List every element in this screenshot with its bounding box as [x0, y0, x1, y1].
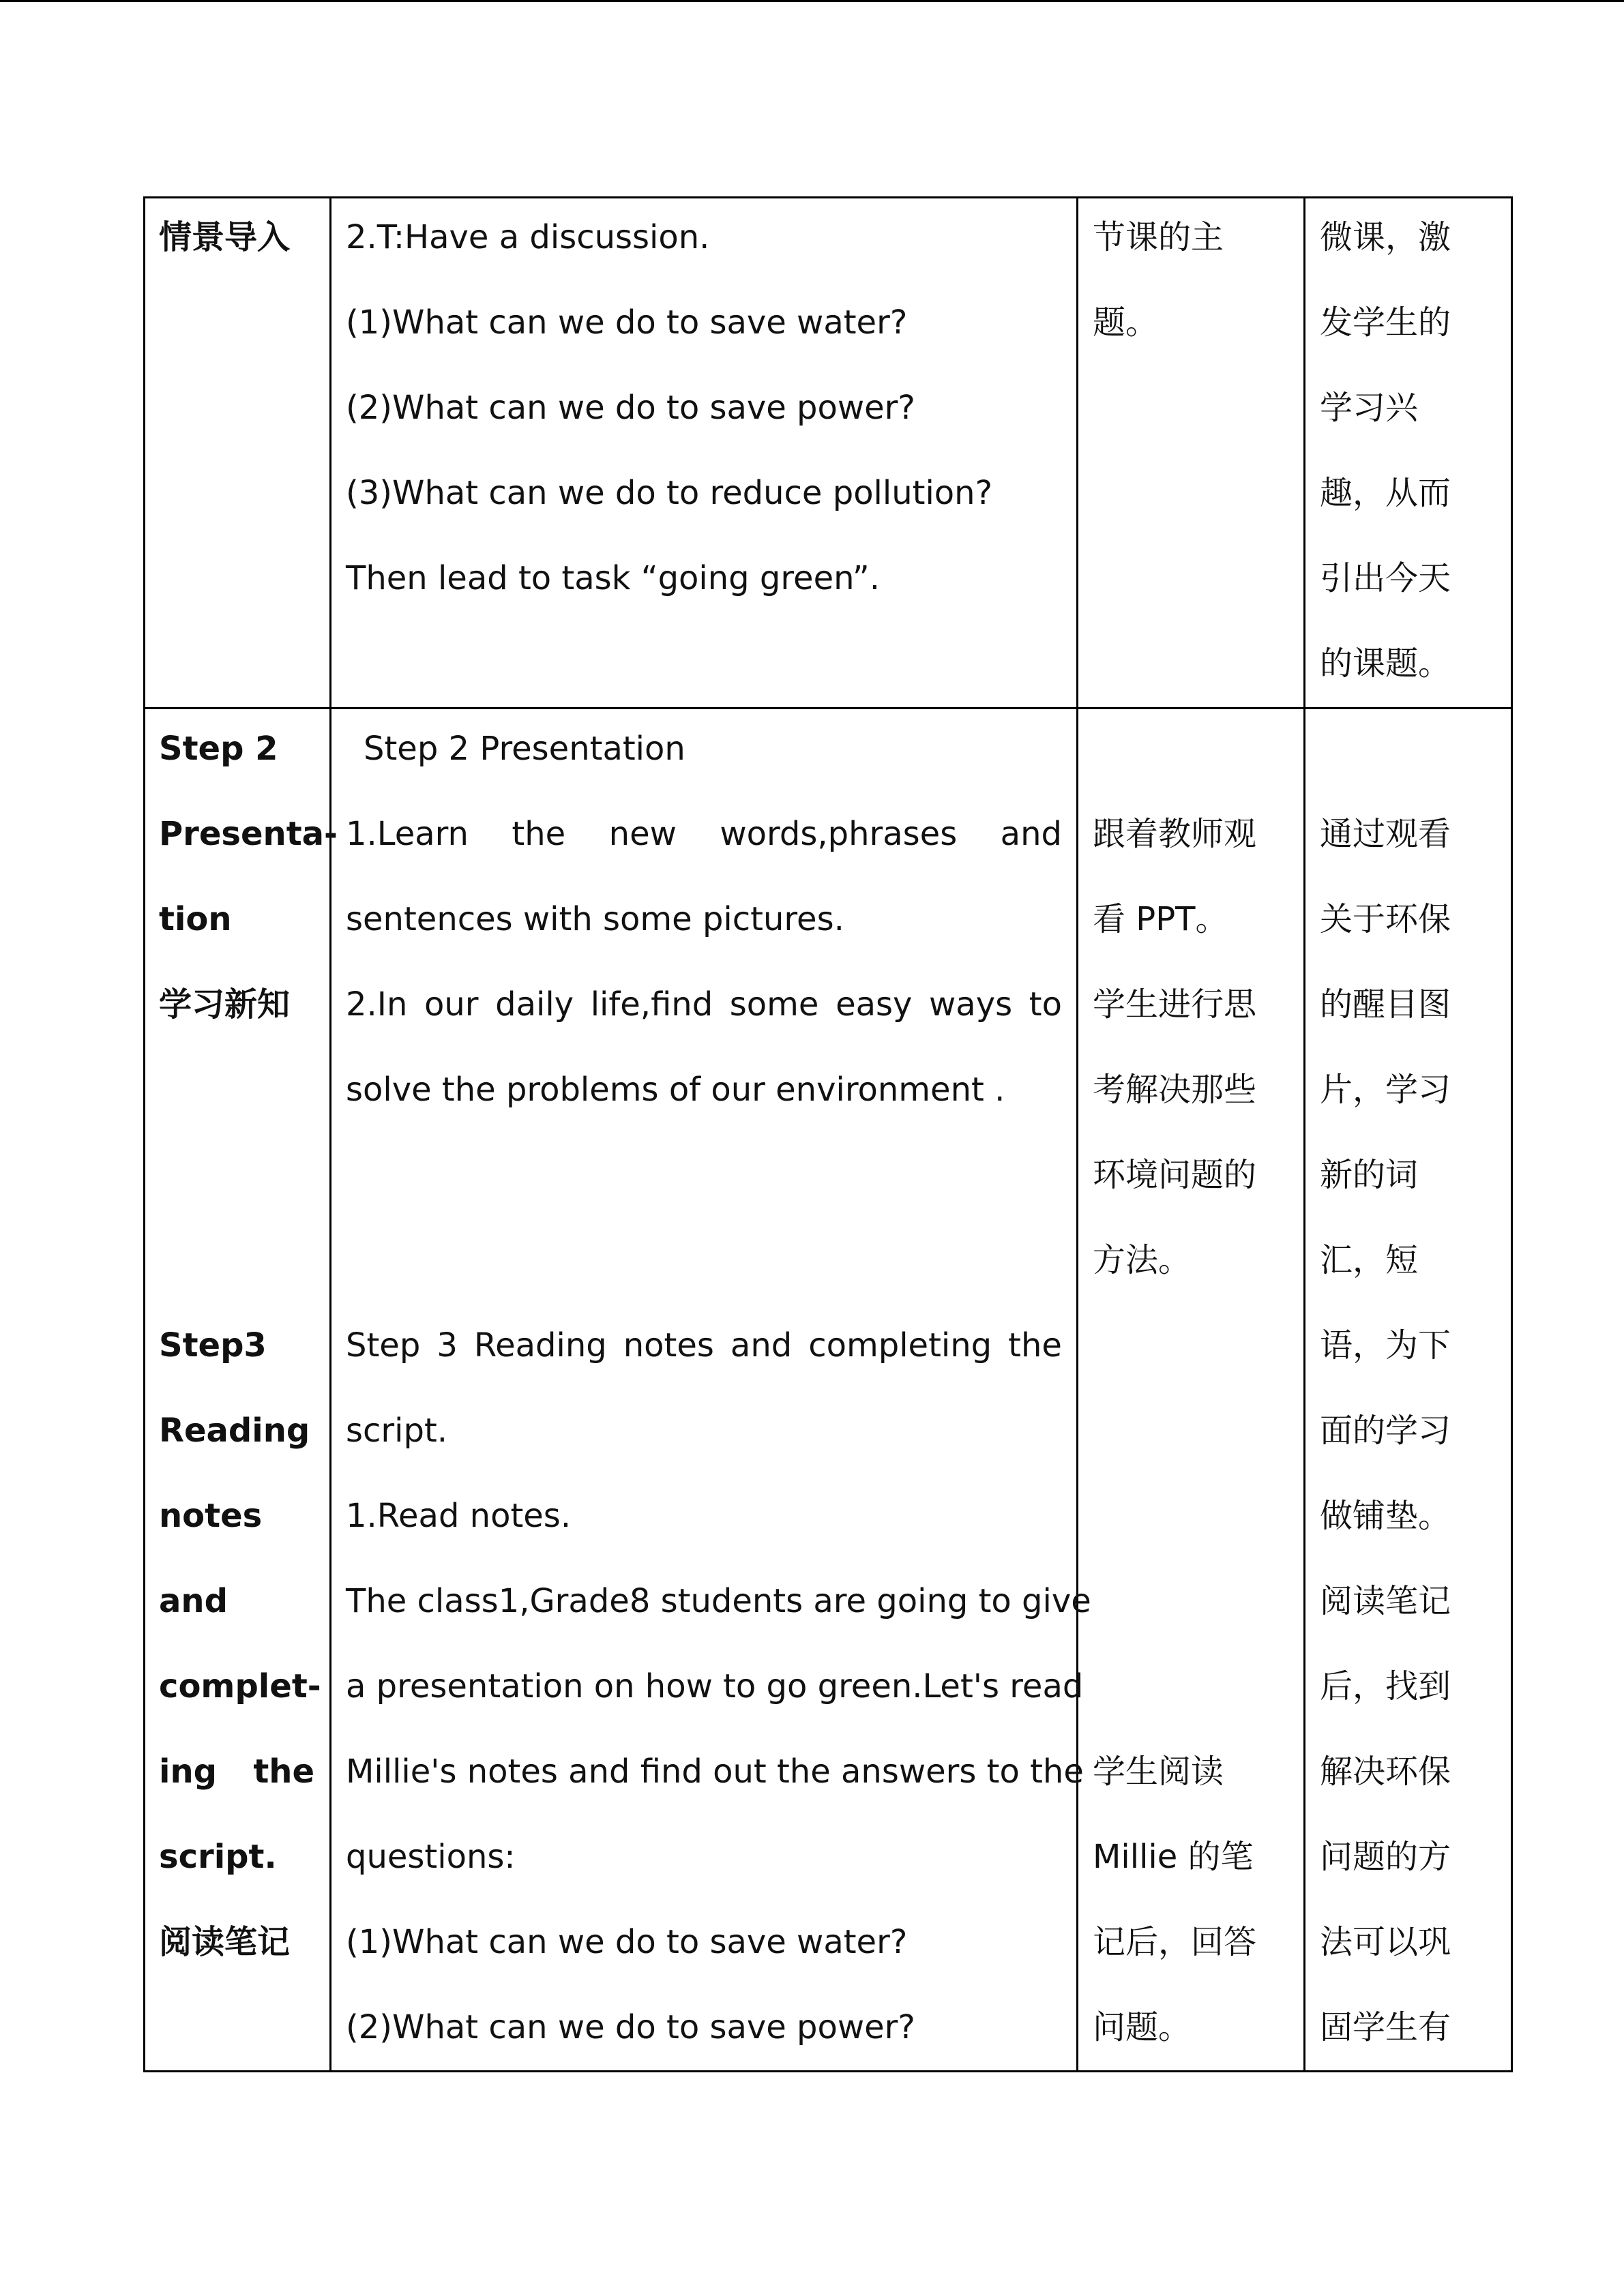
row1-purpose-line: 学习兴	[1320, 389, 1419, 427]
row2-stage-line: Reading	[159, 1412, 310, 1450]
row2-purpose-line: 问题的方	[1320, 1838, 1451, 1876]
row2-purpose-line: 新的词	[1320, 1156, 1419, 1194]
row2-stage-line: 学习新知	[159, 985, 291, 1024]
row1-student-line: 题。	[1093, 303, 1159, 342]
word: life,find	[590, 985, 713, 1024]
table-border-left	[143, 196, 145, 2072]
row1-activity-line: (3)What can we do to reduce pollution?	[346, 474, 993, 512]
row2-purpose-line: 法可以巩	[1320, 1923, 1451, 1961]
row1-purpose-line: 的课题。	[1320, 644, 1451, 683]
row1-stage-label: 情景导入	[159, 218, 291, 256]
row2-stage-line: and	[159, 1582, 228, 1620]
row1-activity-line: 2.T:Have a discussion.	[346, 218, 710, 256]
row1-purpose-line: 微课，激	[1320, 218, 1451, 256]
row2-stage-word: ing	[159, 1753, 217, 1791]
row1-activity-line: (2)What can we do to save power?	[346, 389, 915, 427]
row2-activity-line: sentences with some pictures.	[346, 900, 844, 938]
row2-student-line: 方法。	[1093, 1241, 1192, 1279]
row2-purpose-line: 语，为下	[1320, 1326, 1451, 1365]
column-divider-3	[1303, 196, 1305, 2072]
table-border-bottom	[143, 2070, 1513, 2072]
row2-purpose-line: 固学生有	[1320, 2008, 1451, 2046]
row2-activity-line: questions:	[346, 1838, 516, 1876]
row2-stage-line: Step3	[159, 1326, 267, 1365]
word: some	[729, 985, 819, 1024]
row2-stage-justified	[159, 1751, 314, 1792]
word: Step	[346, 1326, 421, 1365]
row2-purpose-cell	[1320, 728, 1504, 2065]
row2-student-line: 环境问题的	[1093, 1156, 1257, 1194]
row2-stage-line: tion	[159, 900, 232, 938]
row2-student-line: 学生阅读	[1093, 1753, 1224, 1791]
row2-activity-line: Step 2 Presentation	[364, 730, 685, 768]
row2-student-line: 学生进行思	[1093, 985, 1257, 1024]
row2-purpose-line: 阅读笔记	[1320, 1582, 1451, 1620]
row2-activity-line: 1.Read notes.	[346, 1497, 572, 1535]
row2-activity-line: Millie's notes and find out the answers to the	[346, 1753, 1084, 1791]
word: 1.Learn	[346, 815, 469, 853]
row2-stage-line: Presenta-	[159, 815, 338, 853]
row2-stage-line: script.	[159, 1838, 277, 1876]
word: new	[608, 815, 677, 853]
row2-activities-cell	[346, 728, 1091, 2065]
word: easy	[836, 985, 913, 1024]
row2-purpose-line: 关于环保	[1320, 900, 1451, 938]
row2-activity-line: (1)What can we do to save water?	[346, 1923, 908, 1961]
row2-stage-line: Step 2	[159, 730, 278, 768]
row2-purpose-line: 通过观看	[1320, 815, 1451, 853]
word: 3	[437, 1326, 458, 1365]
column-divider-1	[329, 196, 331, 2072]
row-divider	[143, 707, 1513, 709]
lesson-plan-table	[143, 196, 1513, 2072]
row2-activity-justified	[346, 814, 1062, 854]
word: the	[512, 815, 566, 853]
row2-purpose-line: 做铺垫。	[1320, 1497, 1451, 1535]
row1-activity-line: Then lead to task “going green”.	[346, 559, 881, 597]
word: daily	[495, 985, 574, 1024]
row2-activity-line: The class1,Grade8 students are going to give	[346, 1582, 1091, 1620]
table-border-right	[1511, 196, 1513, 2072]
word: and	[1000, 815, 1062, 853]
row2-stage-word: the	[253, 1753, 314, 1791]
word: the	[1008, 1326, 1062, 1365]
row2-purpose-line: 后，找到	[1320, 1667, 1451, 1705]
table-border-top	[143, 196, 1513, 198]
row2-student-cell	[1093, 728, 1294, 2065]
word: and	[730, 1326, 793, 1365]
row2-activity-line: (2)What can we do to save power?	[346, 2008, 915, 2046]
row2-activity-line	[346, 1325, 1062, 1366]
row1-student-line: 节课的主	[1093, 218, 1224, 256]
row2-activity-justified	[346, 1325, 1062, 1366]
row1-purpose-cell	[1320, 217, 1504, 694]
row2-student-line: 跟着教师观	[1093, 815, 1257, 853]
word: our	[424, 985, 479, 1024]
row2-stage-line: 阅读笔记	[159, 1923, 291, 1961]
row2-activity-line	[346, 984, 1062, 1025]
row1-activities-cell	[346, 217, 1062, 694]
word: notes	[623, 1326, 714, 1365]
row1-activity-line: (1)What can we do to save water?	[346, 303, 908, 342]
row2-student-line: 看 PPT。	[1093, 900, 1228, 938]
word: 2.In	[346, 985, 408, 1024]
row2-student-line: 问题。	[1093, 2008, 1192, 2046]
row2-stage-line: complet-	[159, 1667, 321, 1705]
row2-stage-line: notes	[159, 1497, 263, 1535]
row1-purpose-line: 发学生的	[1320, 303, 1451, 342]
row1-purpose-line: 引出今天	[1320, 559, 1451, 597]
row2-student-line: 考解决那些	[1093, 1071, 1257, 1109]
row2-student-line: 记后，回答	[1093, 1923, 1257, 1961]
row2-purpose-line: 解决环保	[1320, 1753, 1451, 1791]
page-top-border	[0, 0, 1624, 2]
row2-activity-line	[346, 814, 1062, 854]
row2-purpose-line: 的醒目图	[1320, 985, 1451, 1024]
row2-stage-line	[159, 1751, 314, 1792]
row1-stage-cell	[159, 217, 326, 694]
row2-activity-justified	[346, 984, 1062, 1025]
row1-purpose-line: 趣，从而	[1320, 474, 1451, 512]
row1-student-cell	[1093, 217, 1294, 694]
row2-activity-line: a presentation on how to go green.Let's read	[346, 1667, 1084, 1705]
row2-activity-line: script.	[346, 1412, 448, 1450]
word: to	[1029, 985, 1062, 1024]
word: ways	[929, 985, 1013, 1024]
word: words,phrases	[720, 815, 958, 853]
row2-activity-line: solve the problems of our environment .	[346, 1071, 1005, 1109]
row2-stage-cell	[159, 728, 338, 2065]
row2-purpose-line: 汇，短	[1320, 1241, 1419, 1279]
word: Reading	[473, 1326, 607, 1365]
row2-purpose-line: 片，学习	[1320, 1071, 1451, 1109]
word: completing	[808, 1326, 992, 1365]
row2-purpose-line: 面的学习	[1320, 1412, 1451, 1450]
row2-student-line: Millie 的笔	[1093, 1838, 1254, 1876]
